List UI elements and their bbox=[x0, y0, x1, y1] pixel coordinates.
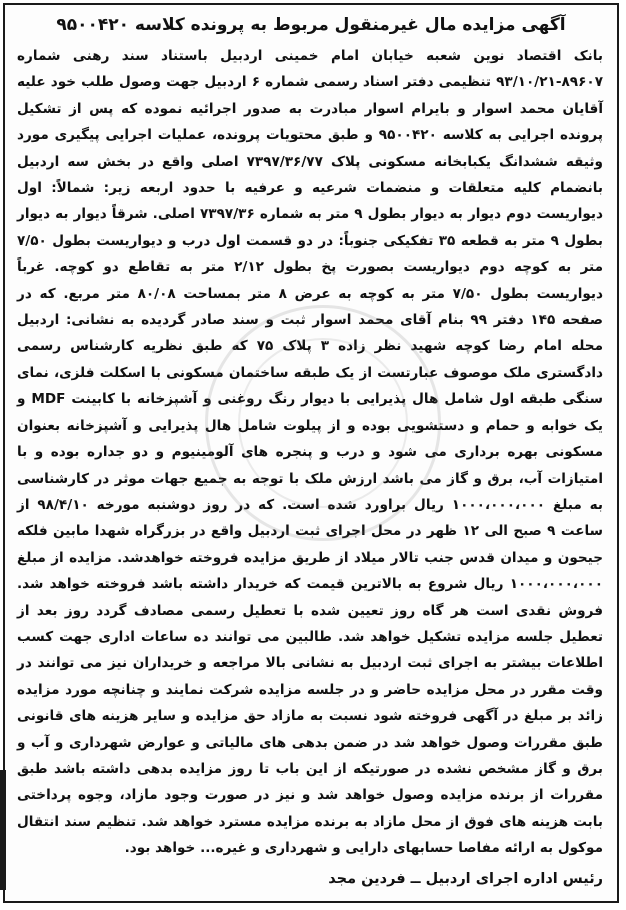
auction-notice bbox=[3, 3, 619, 903]
notice-body: بانک اقتصاد نوین شعبه خیابان امام خمینی اردبیل باستناد سند رهنی شماره ۸۹۶۰۷-۹۳/۱۰/۲۱ تنظیمی دفتر اسناد رسمی شماره ۶ اردبیل جهت وصول طلب خود علیه آقایان محمد اسوار و بایرام اسوار مبادرت به صدور اجرائیه نموده که پس از تشکیل پرونده اجرایی به کلاسه ۹۵۰۰۴۲۰ و طبق محتویات پرونده، عملیات اجرایی پیگیری مورد وثیقه ششدانگ یکبابخانه مسکونی پلاک ۷۳۹۷/۳۶/۷۷ اصلی واقع در بخش سه اردبیل بانضمام کلیه متعلقات و منضمات شرعیه و عرفیه با حدود اربعه زیر: شمالاً: اول دیواریست دوم دیوار به دیوار بطول ۹ متر به شماره ۷۳۹۷/۳۶ اصلی. شرقاً دیوار به دیوار بطول ۹ متر به قطعه ۳۵ تفکیکی جنوباً: در دو قسمت اول درب و دیواریست بطول ۷/۵۰ متر به کوچه دوم دیواریست بصورت پخ بطول ۲/۱۲ متر به تقاطع دو کوچه. غرباً دیواریست بطول ۷/۵۰ متر به کوچه به عرض ۸ متر بمساحت ۸۰/۰۸ متر مربع. که در صفحه ۱۴۵ دفتر ۹۹ بنام آقای محمد اسوار ثبت و سند صادر گردیده به نشانی: اردبیل محله امام رضا کوچه شهید نظر زاده ۳ پلاک ۷۵ که طبق نظریه کارشناس رسمی دادگستری ملک موصوف عبارتست از یک طبقه ساختمان مسکونی با اسکلت فلزی، نمای سنگی طبقه اول شامل هال پذیرایی با دیوار رنگ روغنی و آشپزخانه با کابینت MDF و یک خوابه و حمام و دستشویی بوده و از پیلوت شامل هال پذیرایی و آشپزخانه بعنوان مسکونی بهره برداری می شود و درب و پنجره های آلومینیوم و دو جداره بوده و با امتیازات آب، برق و گاز می باشد ارزش ملک با توجه به جمیع جهات موثر در کارشناسی به مبلغ ۱۰۰۰،۰۰۰،۰۰۰ ریال براورد شده است. که در روز دوشنبه مورخه ۹۸/۴/۱۰ از ساعت ۹ صبح الی ۱۲ ظهر در محل اجرای ثبت اردبیل واقع در بزرگراه شهدا مابین فلکه جیحون و میدان قدس جنب تالار میلاد از طریق مزایده فروخته خواهدشد. مزایده از مبلغ ۱۰۰۰،۰۰۰،۰۰۰ ریال شروع به بالاترین قیمت که خریدار داشته باشد فروخته خواهد شد. فروش نقدی است هر گاه روز تعیین شده با تعطیل رسمی مصادف گردد روز بعد از تعطیل جلسه مزایده تشکیل خواهد شد. طالبین می توانند ده ساعات اداری جهت کسب اطلاعات بیشتر به اجرای ثبت اردبیل به نشانی بالا مراجعه و خریداران نیز می توانند در وقت مقرر در محل مزایده حاضر و در جلسه مزایده شرکت نمایند و چنانچه مورد مزایده زائد بر مبلغ در آگهی فروخته شود نسبت به مازاد حق مزایده و سایر هزینه های قانونی طبق مقررات وصول خواهد شد در ضمن بدهی های مالیاتی و عوارض شهرداری و آب و برق و گاز مشخص نشده در صورتیکه از این باب تا روز مزایده بدهی داشته باشد طبق مقررات از برنده مزایده وصول خواهد شد و نیز در صورت وجود مازاد، وجوه پرداختی بابت هزینه های فوق از محل مازاد به برنده مزایده مسترد خواهد شد. تنظیم سند انتقال موکول به ارائه مفاصا حسابهای دارایی و شهرداری و غیره... خواهد بود. bbox=[17, 48, 604, 857]
notice-title: آگهی مزایده مال غیرمنقول مربوط به پرونده کلاسه ۹۵۰۰۴۲۰ bbox=[56, 15, 566, 35]
notice-signature: رئیس اداره اجرای اردبیل ــ فردین مجد bbox=[328, 871, 603, 887]
scan-edge-mark bbox=[0, 770, 6, 890]
